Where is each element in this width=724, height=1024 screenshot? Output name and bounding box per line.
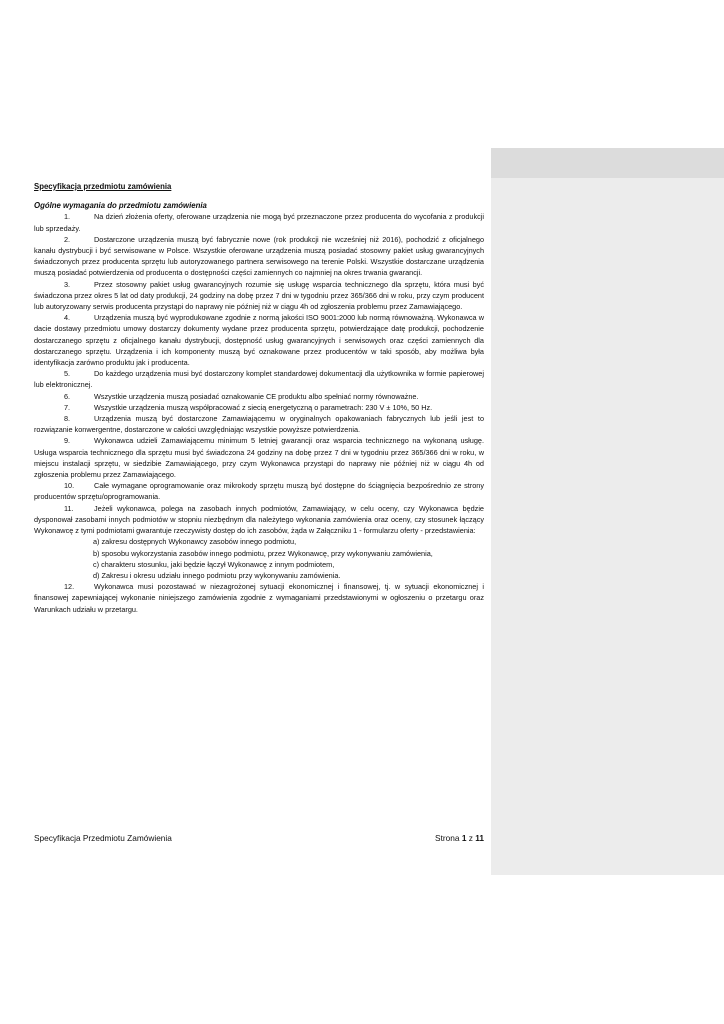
list-item (34, 402, 484, 413)
item-number: 11. (64, 503, 74, 513)
document-page (34, 181, 484, 615)
item-number: 9. (64, 436, 71, 446)
item-text: Wszystkie urządzenia muszą posiadać oznakowanie CE produktu albo spełniać normy równoważne. (94, 391, 419, 401)
item-text: Do każdego urządzenia musi być dostarczony komplet standardowej dokumentacji dla użytkownika w formie papierowej lub elektronicznej. (34, 369, 484, 390)
list-item (34, 435, 484, 480)
comment-pane (491, 148, 724, 875)
item-text: Na dzień złożenia oferty, oferowane urządzenia nie mogą być przeznaczone przez producenta do wycofania z produkcji lub sprzedaży. (34, 212, 484, 233)
page-total: 11 (475, 833, 484, 843)
document-title: Specyfikacja przedmiotu zamówienia (34, 182, 172, 191)
item-number: 5. (64, 369, 71, 379)
document-subtitle: Ogólne wymagania do przedmiotu zamówienia (34, 201, 207, 211)
item-number: 3. (64, 279, 71, 289)
item-text: Przez stosowny pakiet usług gwarancyjnych rozumie się usługę wsparcia technicznego dla sprzętu, która musi być świadczona przez okres 5 lat od daty produkcji, 24 godziny na dobę przez 7 dni w tygodniu przez 365/366 dni w roku, przy czym producent lub autoryzowany serwis producenta przystąpi do naprawy nie później niż w ciągu 4h od zgłoszenia problemu przez Zamawiającego. (34, 279, 484, 312)
sub-item: a) zakresu dostępnych Wykonawcy zasobów innego podmiotu, (93, 537, 297, 547)
item-number: 12. (64, 582, 75, 592)
item-text: Wszystkie urządzenia muszą współpracować z siecią energetyczną o parametrach: 230 V ± 10%, 50 Hz. (94, 402, 433, 412)
item-text: Dostarczone urządzenia muszą być fabrycznie nowe (rok produkcji nie wcześniej niż 2016), pochodzić z oficjalnego kanału dystrybucji i być serwisowane w Polsce. Wszystkie oferowane urządzenia muszą posiadać stosowny pakiet usług gwarancyjnych świadczonych przez producenta sprzętu lub autoryzowanego partnera serwisowego na terenie Polski. Wszystkie dostarczane urządzenia muszą posiadać potwierdzenia od producenta o dostępności części zamiennych co najmniej na okres trwania gwarancji. (34, 234, 484, 278)
list-item (34, 234, 484, 279)
page-word: Strona (435, 833, 460, 843)
item-number: 7. (64, 402, 71, 412)
sub-item: b) sposobu wykorzystania zasobów innego podmiotu, przez Wykonawcę, przy wykonywaniu zamówienia, (93, 548, 433, 558)
list-item (34, 368, 484, 390)
list-item (34, 312, 484, 368)
list-item (34, 413, 484, 435)
list-item (34, 480, 484, 502)
item-text: Urządzenia muszą być wyprodukowane zgodnie z normą jakości ISO 9001:2000 lub normą równoważną. Wykonawca w dacie dostawy przedmiotu umowy dostarczy dokumenty wydane przez producenta sprzętu, potwierdzające datę produkcji, pochodzenie dostarczanego sprzętu z oficjalnego kanału dystrybucji, dostępność usług gwarancyjnych i serwisowych oraz części zamiennych dla dostarczanego sprzętu. Urządzenia i ich komponenty muszą być oznakowane przez producentów w taki sposób, aby możliwa była identyfikacja zarówno produktu jak i producenta. (34, 313, 484, 368)
list-item (34, 279, 484, 313)
page-number (435, 833, 484, 843)
list-item (34, 503, 484, 537)
item-number: 1. (64, 212, 71, 222)
sub-item: d) Zakresu i okresu udziału innego podmiotu przy wykonywaniu zamówienia. (93, 570, 341, 580)
list-item (34, 211, 484, 233)
page-of: z (468, 833, 473, 843)
list-item (34, 581, 484, 615)
item-text: Całe wymagane oprogramowanie oraz mikrokody sprzętu muszą być dostępne do ściągnięcia bezpośrednio ze strony producentów sprzętu/oprogramowania. (34, 481, 484, 502)
item-number: 4. (64, 313, 71, 323)
comment-pane-header (491, 148, 724, 178)
list-item (34, 391, 484, 402)
item-number: 10. (64, 481, 75, 491)
item-text: Wykonawca udzieli Zamawiającemu minimum 5 letniej gwarancji oraz wsparcia technicznego na wykonaną usługę. Usługa wsparcia technicznego dla sprzętu musi być świadczona 24 godziny na dobę przez 7 dni w tygodniu przez 365/366 dni w roku, w miejscu instalacji sprzętu, w siedzibie Zamawiającego, przy czym Wykonawca przystąpi do naprawy nie później niż w ciągu 4h od zgłoszenia problemu przez Zamawiającego. (34, 436, 484, 480)
sub-item: c) charakteru stosunku, jaki będzie łączył Wykonawcę z innym podmiotem, (93, 559, 335, 569)
item-text: Wykonawca musi pozostawać w niezagrożonej sytuacji ekonomicznej i finansowej, tj. w sytuacji ekonomicznej i finansowej zapewniającej wykonanie niniejszego zamówienia zgodnie z wymaganiami przedstawionymi w ogłoszeniu o przetargu oraz Warunkach udziału w przetargu. (34, 582, 484, 614)
item-text: Jeżeli wykonawca, polega na zasobach innych podmiotów, Zamawiający, w celu oceny, czy Wykonawca będzie dysponował zasobami innych podmiotów w stopniu niezbędnym dla należytego wykonania zamówienia oraz oceny, czy stosunek łączący Wykonawcę z tymi podmiotami gwarantuje rzeczywisty dostęp do ich zasobów, żąda w Załączniku 1 - formularzu oferty - przedstawienia: (34, 503, 484, 536)
page-current: 1 (461, 833, 467, 843)
item-text: Urządzenia muszą być dostarczone Zamawiającemu w oryginalnych opakowaniach fabrycznych lub jeśli jest to rozwiązanie konwergentne, dostarczone w całości uwzględniając wszystkie powyższe potwierdzenia. (34, 414, 484, 435)
item-number: 2. (64, 234, 71, 244)
item-number: 8. (64, 414, 71, 424)
item-number: 6. (64, 391, 71, 401)
requirements-list (34, 211, 484, 614)
footer-title: Specyfikacja Przedmiotu Zamówienia (34, 833, 172, 843)
